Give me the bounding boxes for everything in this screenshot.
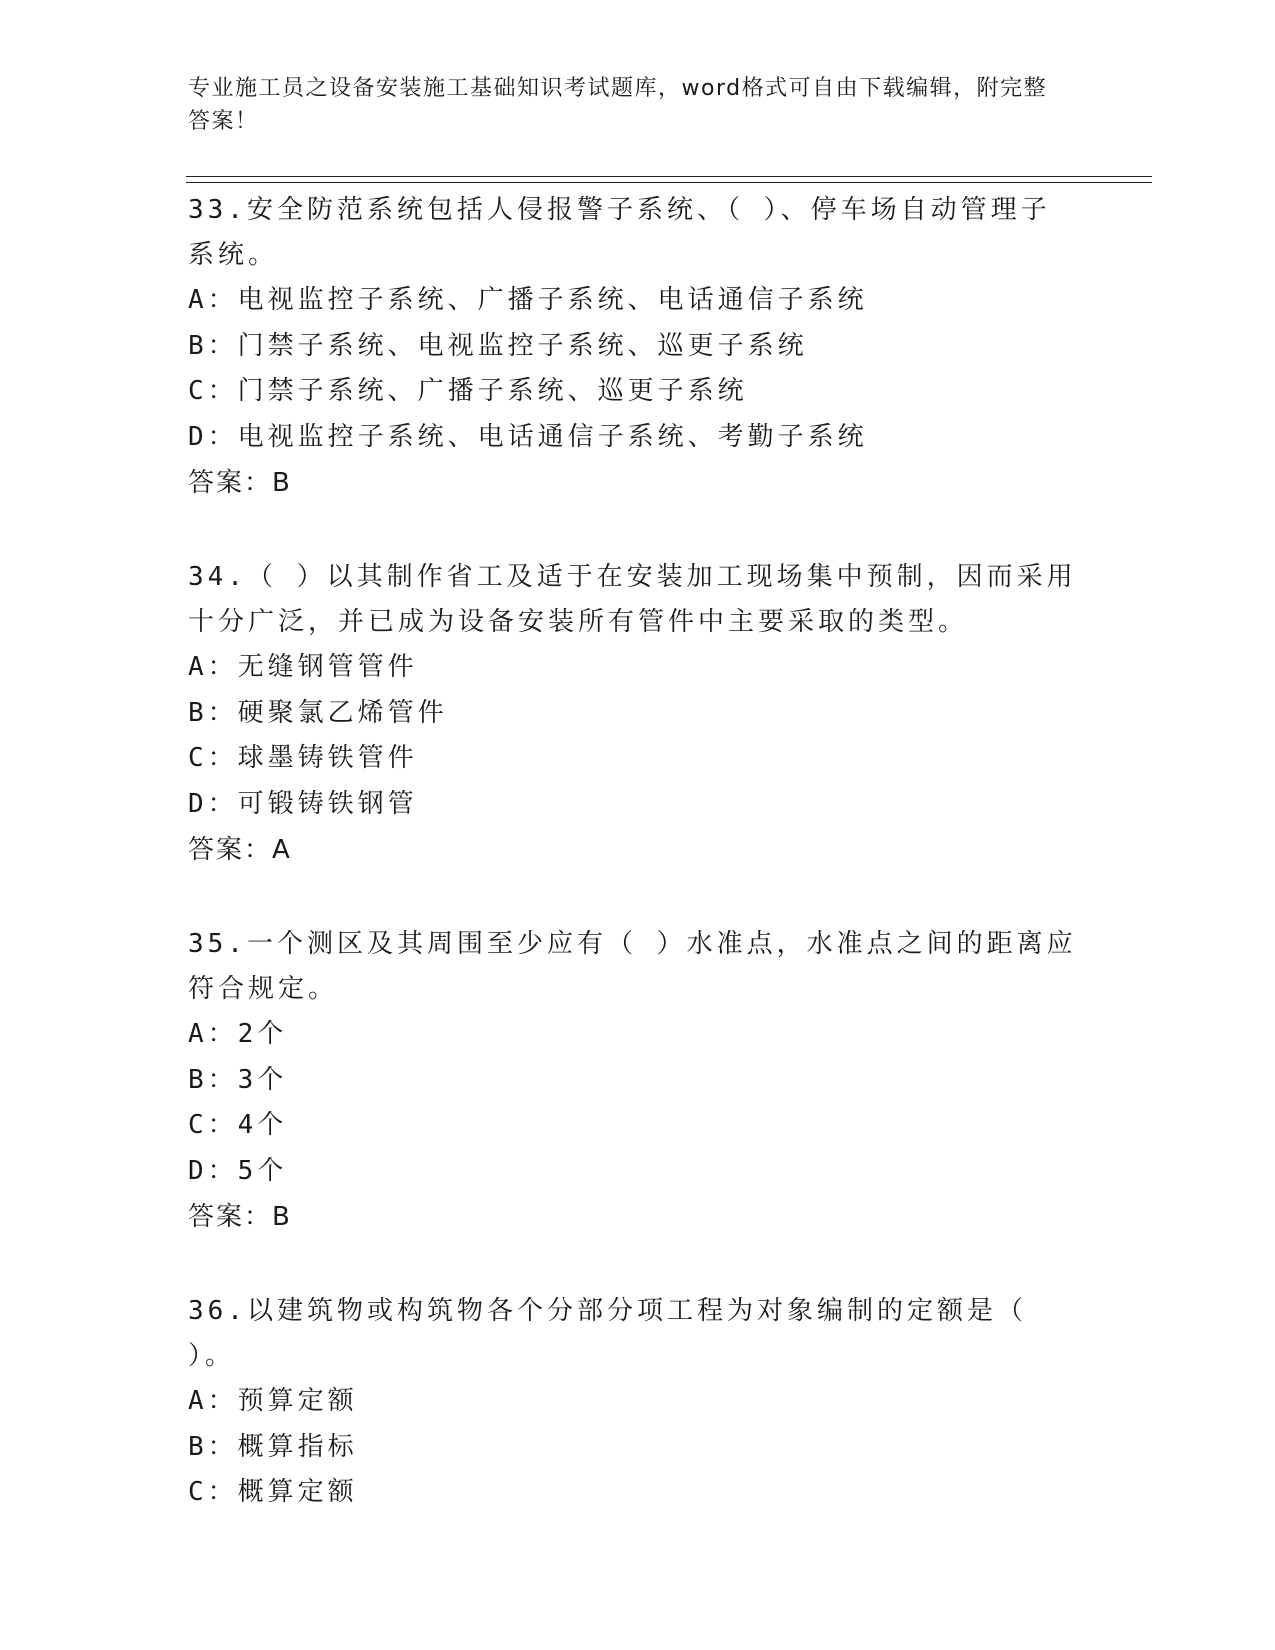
question-33 [188,188,1078,506]
question-stem: 36.以建筑物或构筑物各个分部分项工程为对象编制的定额是（ ）。 [188,1296,1027,1371]
question-stem: 33.安全防范系统包括人侵报警子系统、（ ）、停车场自动管理子系统。 [188,195,1051,270]
option-c: C：球墨铸铁管件 [188,743,418,773]
answer-line: 答案：A [188,835,292,865]
option-b: B：门禁子系统、电视监控子系统、巡更子系统 [188,330,808,361]
question-35 [188,922,1078,1240]
question-stem: 35.一个测区及其周围至少应有（ ）水准点，水准点之间的距离应符合规定。 [188,929,1077,1004]
option-a: A：无缝钢管管件 [188,652,418,682]
option-c: C：4个 [188,1110,288,1140]
option-b: B：概算指标 [188,1431,358,1462]
option-a: A：电视监控子系统、广播子系统、电话通信子系统 [188,285,868,315]
question-36 [188,1289,1078,1516]
option-b: B：3个 [188,1064,288,1095]
option-a: A：2个 [188,1019,288,1049]
option-d: D：可锻铸铁钢管 [188,788,418,819]
question-34 [188,555,1078,873]
option-c: C：门禁子系统、广播子系统、巡更子系统 [188,376,748,406]
document-header: 专业施工员之设备安装施工基础知识考试题库，word格式可自由下载编辑，附完整答案！ [188,76,1048,134]
header-divider-bottom [186,182,1152,183]
question-stem: 34.（ ）以其制作省工及适于在安装加工现场集中预制，因而采用十分广泛，并已成为设备安装所有管件中主要采取的类型。 [188,562,1077,637]
answer-line: 答案：B [188,1202,292,1232]
option-d: D：电视监控子系统、电话通信子系统、考勤子系统 [188,421,868,452]
answer-line: 答案：B [188,468,292,498]
header-divider-top [186,176,1152,177]
option-d: D：5个 [188,1155,288,1186]
option-c: C：概算定额 [188,1477,358,1507]
option-b: B：硬聚氯乙烯管件 [188,697,448,728]
option-a: A：预算定额 [188,1386,358,1416]
